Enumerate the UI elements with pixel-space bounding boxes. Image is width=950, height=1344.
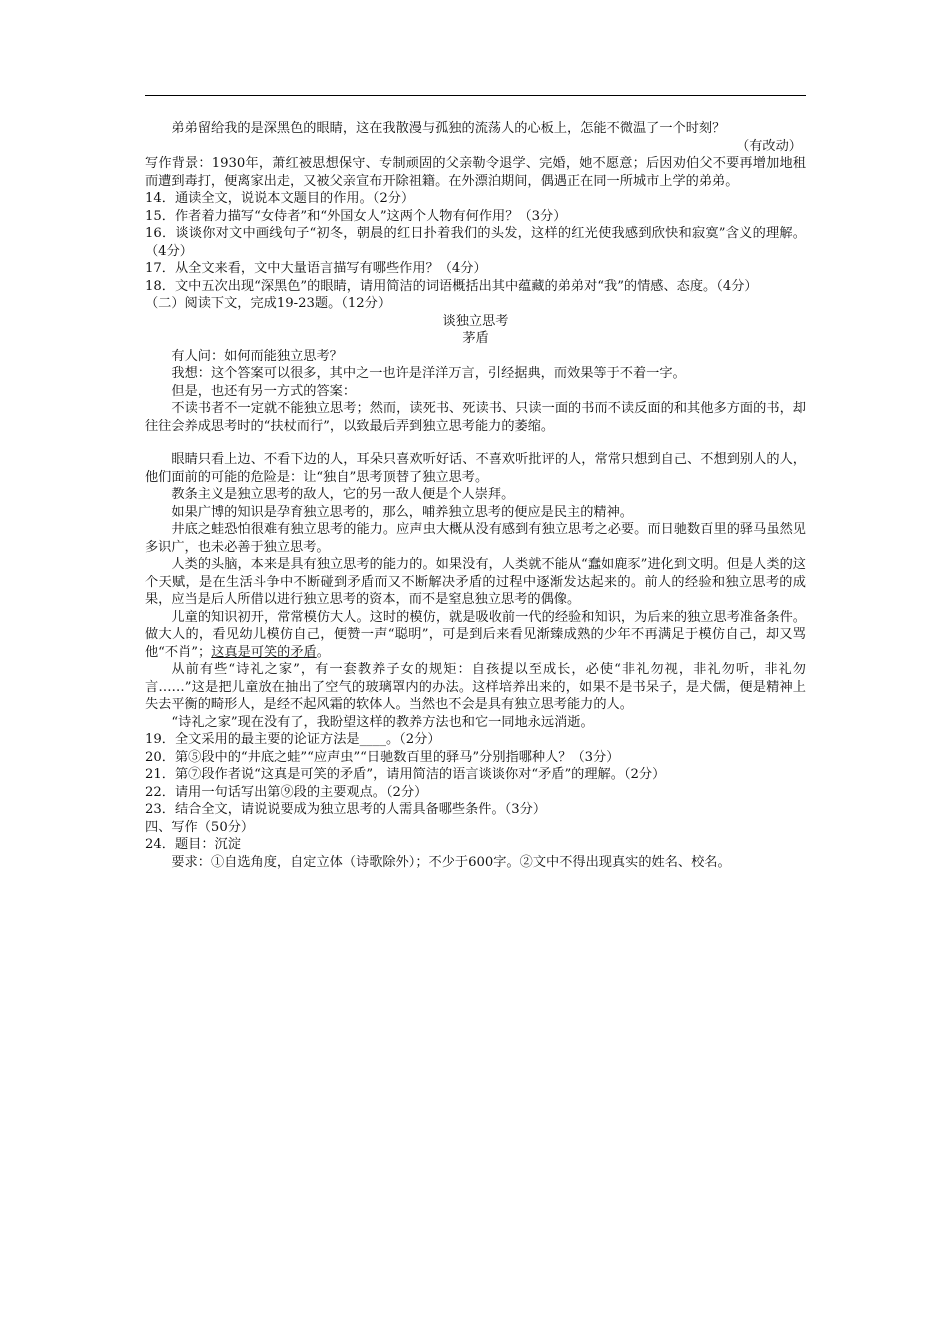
writing-requirements: 要求：①自选角度，自定立体（诗歌除外）；不少于600字。②文中不得出现真实的姓名、校名。 [171, 854, 731, 870]
article-paragraph: 有人问：如何而能独立思考？ [171, 348, 343, 364]
section-c-heading: 四、写作（50分） [145, 819, 255, 835]
section-b-heading: （二）阅读下文，完成19-23题。（12分） [145, 296, 392, 311]
question-22: 22．请用一句话写出第⑨段的主要观点。（2分） [145, 784, 428, 800]
source-note: （有改动） [736, 138, 802, 154]
underlined-sentence: 这真是可笑的矛盾 [211, 644, 317, 660]
article-paragraph: 但是，也还有另一方式的答案： [171, 383, 357, 399]
article-paragraph: 从前有些“诗礼之家”，有一套教养子女的规矩：自孩提以至成长，必使“非礼勿视，非礼勿听，非礼勿言……”这是把儿童放在抽出了空气的玻璃罩内的办法。这样培养出来的，如果不是书呆子，是犬儒，便是精神上失去平衡的畸形人，是经不起风霜的软体人。当然也不会是具有独立思考能力的人。 [145, 662, 806, 712]
article-paragraph: 我想：这个答案可以很多，其中之一也许是洋洋万言，引经据典，而效果等于不着一字。 [171, 366, 686, 381]
paragraph-gap [145, 435, 806, 451]
writing-prompt: 24．题目：沉淀 [145, 837, 241, 852]
article-author: 茅盾 [462, 331, 489, 346]
article-paragraph: 井底之蛙恐怕很难有独立思考的能力。应声虫大概从没有感到有独立思考之必要。而日驰数百里的驿马虽然见多识广，也未必善于独立思考。 [145, 522, 806, 555]
question-18: 18．文中五次出现“深黑色”的眼睛，请用简洁的词语概括出其中蕴藏的弟弟对“我”的情感、态度。（4分） [145, 278, 758, 294]
children-text: 儿童的知识初开，常常模仿大人。这时的模仿，就是吸收前一代的经验和知识，为后来的独立思考准备条件。做大人的，看见幼儿模仿自己，便赞一声“聪明”，可是到后来看见渐臻成熟的少年不再满足于模仿自己，却又骂他“不肖”； [145, 609, 806, 660]
question-16: 16．谈谈你对文中画线句子“初冬，朝晨的红日扑着我们的头发，这样的红光使我感到欣快和寂寞”含义的理解。（4分） [145, 226, 806, 259]
children-end: 。 [316, 644, 330, 660]
article-paragraph: 如果广博的知识是孕育独立思考的，那么，哺养独立思考的便应是民主的精神。 [171, 504, 633, 520]
article-paragraph-children [145, 609, 806, 662]
writing-background: 写作背景：1930年，萧红被思想保守、专制顽固的父亲勒令退学、完婚，她不愿意；后因劝伯父不要再增加地租而遭到毒打，便离家出走，又被父亲宣布开除祖籍。在外漂泊期间，偶遇正在同一所城市上学的弟弟。 [145, 156, 806, 189]
question-14: 14．通读全文，说说本文题目的作用。（2分） [145, 191, 415, 206]
question-19: 19．全文采用的最主要的论证方法是____。（2分） [145, 732, 441, 747]
article-title: 谈独立思考 [442, 313, 509, 329]
question-17: 17．从全文来看，文中大量语言描写有哪些作用？（4分） [145, 261, 487, 276]
question-23: 23．结合全文，请说说要成为独立思考的人需具备哪些条件。（3分） [145, 802, 547, 817]
article-paragraph: 教条主义是独立思考的敌人，它的另一敌人便是个人崇拜。 [171, 487, 515, 502]
article-paragraph: 眼睛只看上边、不看下边的人，耳朵只喜欢听好话、不喜欢听批评的人，常常只想到自己、不想到别人的人，他们面前的可能的危险是：让“独自”思考顶替了独立思考。 [145, 452, 806, 485]
header-rule [145, 95, 806, 96]
question-20: 20．第⑤段中的“井底之蛙”“应声虫”“日驰数百里的驿马”分别指哪种人？（3分） [145, 749, 620, 765]
document-body [145, 120, 806, 871]
article-paragraph: 人类的头脑，本来是具有独立思考的能力的。如果没有，人类就不能从“蠢如鹿豕”进化到文明。但是人类的这个天赋，是在生活斗争中不断碰到矛盾而又不断解决矛盾的过程中逐渐发达起来的。前人的经验和独立思考的成果，应当是后人所借以进行独立思考的资本，而不是窒息独立思考的偶像。 [145, 557, 806, 607]
question-15: 15．作者着力描写“女侍者”和“外国女人”这两个人物有何作用？（3分） [145, 208, 567, 224]
article-paragraph: “诗礼之家”现在没有了，我盼望这样的教养方法也和它一同地永远消逝。 [171, 714, 594, 730]
question-21: 21．第⑦段作者说“这真是可笑的矛盾”，请用简洁的语言谈谈你对“矛盾”的理解。（2分） [145, 767, 666, 782]
closing-paragraph: 弟弟留给我的是深黑色的眼睛，这在我散漫与孤独的流荡人的心板上，怎能不微温了一个时刻？ [171, 121, 726, 136]
article-paragraph: 不读书者不一定就不能独立思考；然而，读死书、死读书、只读一面的书而不读反面的和其他多方面的书，却往往会养成思考时的“扶杖而行”，以致最后弄到独立思考能力的萎缩。 [145, 401, 806, 434]
